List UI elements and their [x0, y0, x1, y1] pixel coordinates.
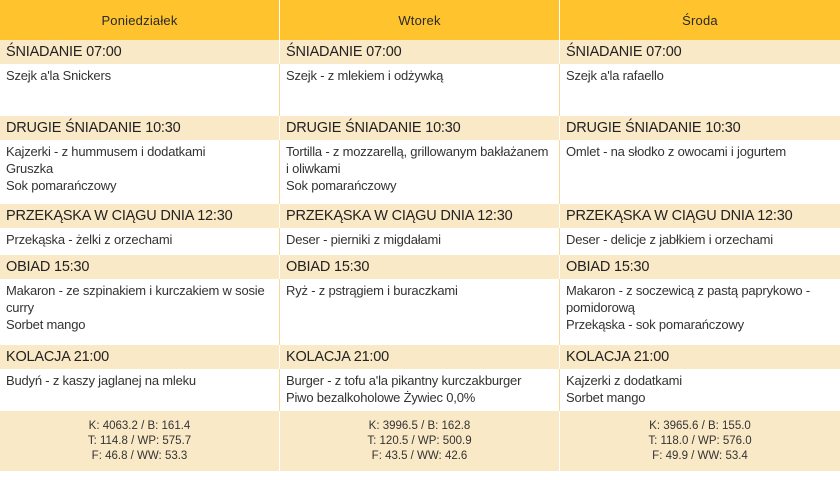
meal-items	[0, 279, 280, 345]
meal-title: KOLACJA 21:00	[280, 345, 560, 369]
meal-title: OBIAD 15:30	[0, 255, 280, 279]
day-header: Wtorek	[280, 0, 560, 40]
meal-item: Makaron - ze szpinakiem i kurczakiem w sosie curry	[6, 283, 265, 315]
meal-item: Deser - pierniki z migdałami	[286, 232, 441, 247]
meal-title: KOLACJA 21:00	[566, 349, 669, 365]
meal-item: Piwo bezalkoholowe Żywiec 0,0%	[286, 390, 476, 405]
meal-items-row	[0, 228, 840, 255]
meal-items	[0, 228, 280, 255]
meal-item: Gruszka	[6, 161, 54, 176]
totals-line: T: 114.8 / WP: 575.7	[87, 434, 192, 447]
meal-title: DRUGIE ŚNIADANIE 10:30	[566, 120, 741, 136]
meal-item: Tortilla - z mozzarellą, grillowanym bakłażanem i oliwkami	[286, 144, 549, 176]
meal-item: Kajzerki - z hummusem i dodatkami	[6, 144, 206, 159]
meal-title: KOLACJA 21:00	[0, 345, 280, 369]
meal-items	[560, 228, 840, 255]
meal-title: PRZEKĄSKA W CIĄGU DNIA 12:30	[566, 208, 793, 224]
meals-section	[0, 40, 840, 411]
meal-item: Kajzerki z dodatkami	[566, 373, 682, 388]
meal-title: PRZEKĄSKA W CIĄGU DNIA 12:30	[0, 204, 280, 228]
meal-items	[0, 64, 280, 116]
meal-item: Przekąska - żelki z orzechami	[6, 232, 173, 247]
meal-title-row	[0, 255, 840, 279]
totals-line: K: 4063.2 / B: 161.4	[88, 419, 191, 432]
meal-item: Sorbet mango	[566, 390, 646, 405]
meal-items	[280, 228, 560, 255]
totals-line: K: 3996.5 / B: 162.8	[368, 419, 471, 432]
meal-item: Burger - z tofu a'la pikantny kurczakburger	[286, 373, 522, 388]
meal-title-row	[0, 204, 840, 228]
meal-items	[280, 369, 560, 411]
meal-item: Ryż - z pstrągiem i buraczkami	[286, 283, 458, 298]
meal-items	[0, 140, 280, 204]
meal-title: ŚNIADANIE 07:00	[566, 44, 682, 60]
meal-items	[560, 369, 840, 411]
meal-items	[280, 279, 560, 345]
meal-items	[0, 369, 280, 411]
meal-items-row	[0, 140, 840, 204]
meal-title: PRZEKĄSKA W CIĄGU DNIA 12:30	[280, 204, 560, 228]
meal-item: Szejk - z mlekiem i odżywką	[286, 68, 444, 83]
day-header: Poniedziałek	[0, 0, 280, 40]
meal-items-row	[0, 369, 840, 411]
day-totals	[280, 411, 560, 471]
meal-title: DRUGIE ŚNIADANIE 10:30	[0, 116, 280, 140]
meal-title: ŚNIADANIE 07:00	[280, 40, 560, 64]
totals-row	[0, 411, 840, 471]
meal-items	[560, 140, 840, 204]
meal-title: OBIAD 15:30	[280, 255, 560, 279]
meal-title-row	[0, 116, 840, 140]
totals-line: F: 49.9 / WW: 53.4	[652, 449, 748, 462]
meal-items	[280, 64, 560, 116]
meal-title: ŚNIADANIE 07:00	[0, 40, 280, 64]
day-header-row	[0, 0, 840, 40]
meal-title: DRUGIE ŚNIADANIE 10:30	[280, 116, 560, 140]
meal-item: Szejk a'la rafaello	[566, 68, 664, 83]
totals-line: F: 43.5 / WW: 42.6	[371, 449, 468, 462]
day-header: Środa	[682, 12, 718, 28]
meal-items-row	[0, 279, 840, 345]
meal-item: Sok pomarańczowy	[286, 178, 397, 193]
day-totals	[0, 411, 280, 471]
totals-line: K: 3965.6 / B: 155.0	[649, 419, 751, 432]
meal-items	[560, 64, 840, 116]
meal-items	[560, 279, 840, 345]
meal-item: Szejk a'la Snickers	[6, 68, 111, 83]
totals-line: T: 120.5 / WP: 500.9	[367, 434, 472, 447]
meal-items-row	[0, 64, 840, 116]
meal-item: Sorbet mango	[6, 317, 86, 332]
meal-item: Deser - delicje z jabłkiem i orzechami	[566, 232, 773, 247]
totals-line: F: 46.8 / WW: 53.3	[91, 449, 188, 462]
meal-item: Sok pomarańczowy	[6, 178, 117, 193]
meal-title: OBIAD 15:30	[566, 259, 650, 275]
meal-item: Budyń - z kaszy jaglanej na mleku	[6, 373, 196, 388]
meal-items	[280, 140, 560, 204]
meal-item: Przekąska - sok pomarańczowy	[566, 317, 744, 332]
totals-line: T: 118.0 / WP: 576.0	[648, 434, 752, 447]
meal-title-row	[0, 345, 840, 369]
day-totals	[560, 411, 840, 471]
meal-item: Omlet - na słodko z owocami i jogurtem	[566, 144, 786, 159]
meal-title-row	[0, 40, 840, 64]
meal-item: Makaron - z soczewicą z pastą paprykowo - pomidorową	[566, 283, 810, 315]
